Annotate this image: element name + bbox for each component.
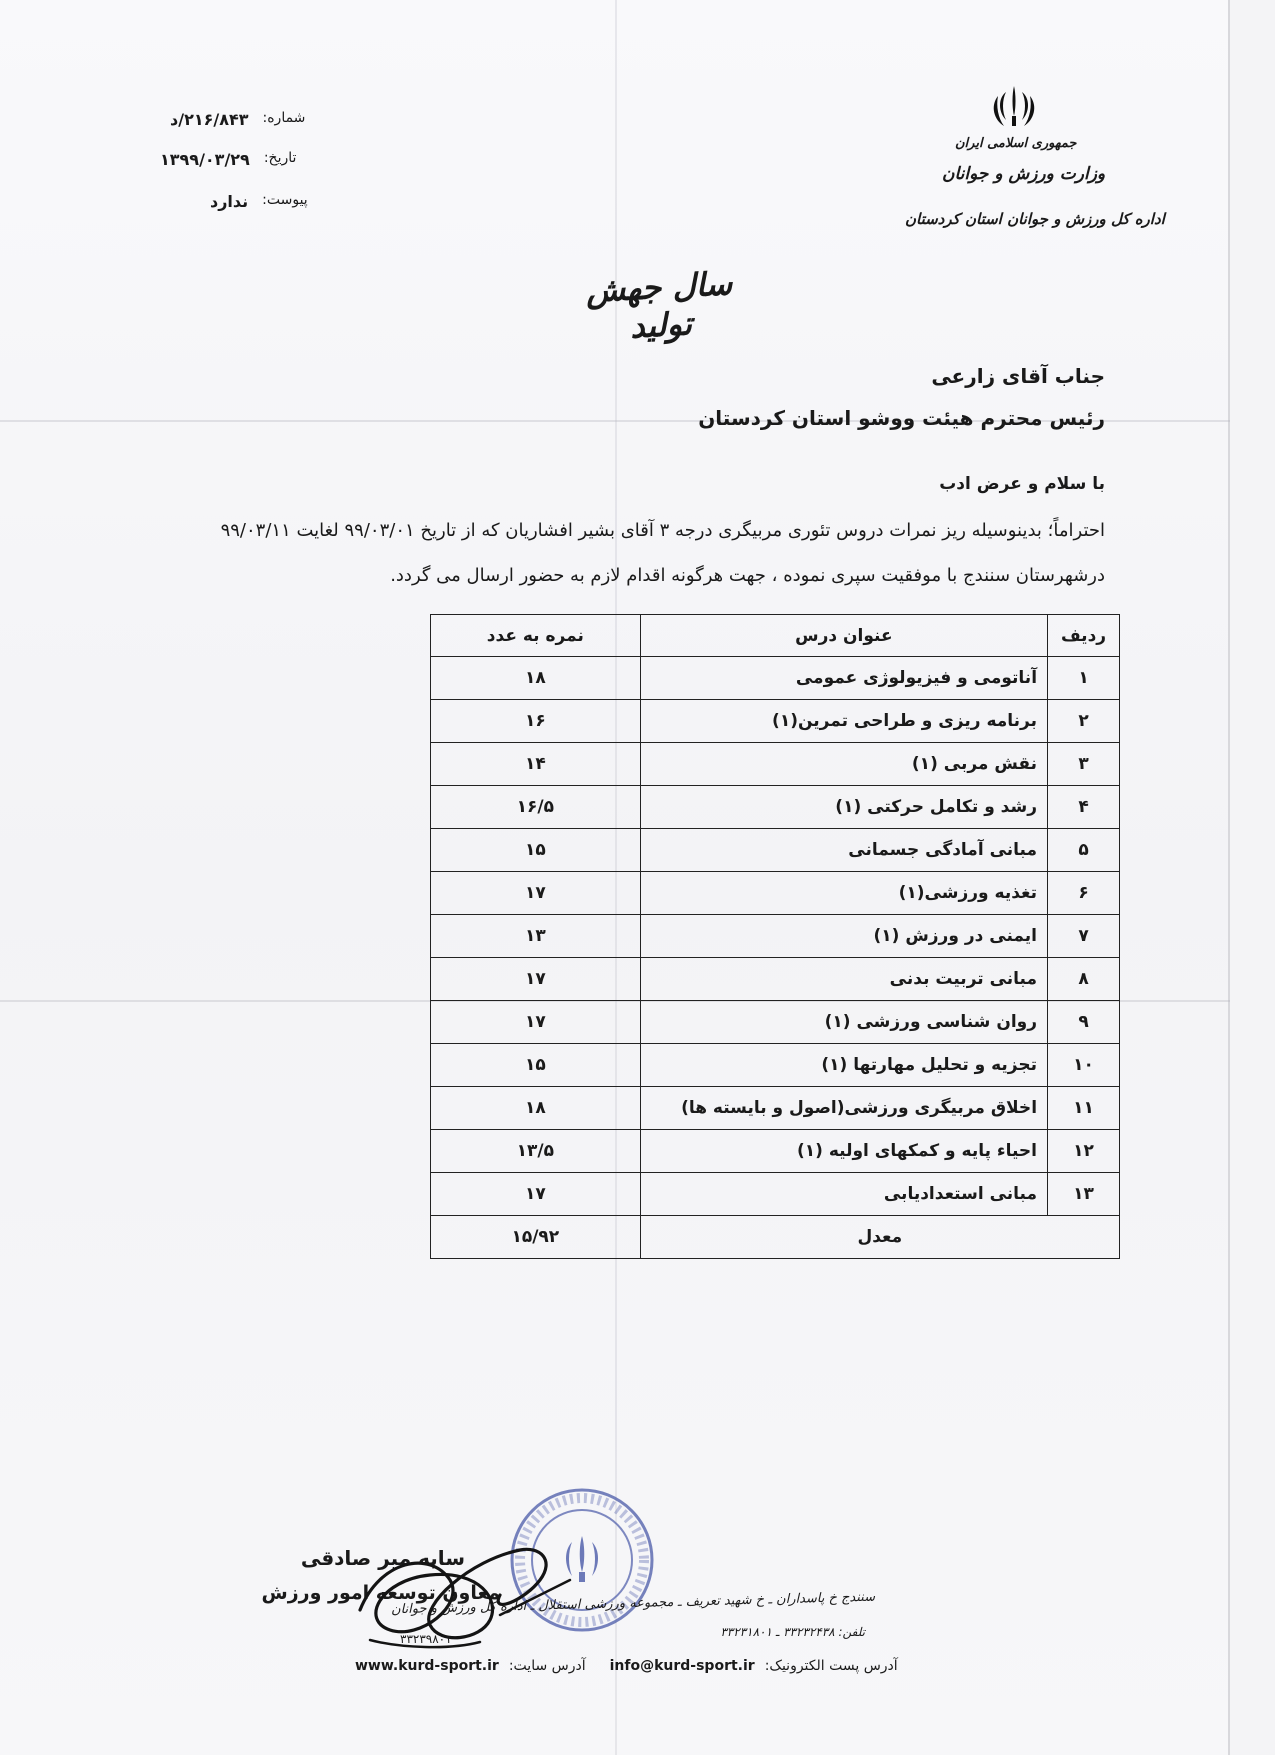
header-grade: نمره به عدد — [431, 615, 641, 657]
table-row: ۱۲ احیاء پایه و کمکهای اولیه (۱) ۱۳/۵ — [431, 1130, 1120, 1173]
greeting: با سلام و عرض ادب — [939, 474, 1105, 494]
table-row: ۱۳ مبانی استعدادیابی ۱۷ — [431, 1173, 1120, 1216]
table-row: ۷ ایمنی در ورزش (۱) ۱۳ — [431, 915, 1120, 958]
recipient-name: جناب آقای زارعی — [931, 364, 1105, 388]
letter-date: تاریخ: ۱۳۹۹/۰۳/۲۹ — [160, 150, 297, 169]
iran-emblem-icon — [990, 82, 1038, 132]
average-label: معدل — [640, 1216, 1119, 1259]
table-row: ۶ تغذیه ورزشی(۱) ۱۷ — [431, 872, 1120, 915]
email-link[interactable]: info@kurd-sport.ir — [609, 1658, 755, 1674]
table-average-row — [431, 1216, 1120, 1259]
header-row-number: ردیف — [1048, 615, 1120, 657]
handwritten-signature-icon — [340, 1520, 590, 1660]
header-course-title: عنوان درس — [640, 615, 1047, 657]
table-row: ۴ رشد و تکامل حرکتی (۱) ۱۶/۵ — [431, 786, 1120, 829]
table-row: ۱۰ تجزیه و تحلیل مهارتها (۱) ۱۵ — [431, 1044, 1120, 1087]
site-label: آدرس سایت: — [508, 1658, 586, 1674]
table-row: ۸ مبانی تربیت بدنی ۱۷ — [431, 958, 1120, 1001]
header-ministry: وزارت ورزش و جوانان — [942, 164, 1106, 184]
table-row: ۲ برنامه ریزی و طراحی تمرین(۱) ۱۶ — [431, 700, 1120, 743]
table-row: ۹ روان شناسی ورزشی (۱) ۱۷ — [431, 1001, 1120, 1044]
website-link[interactable]: www.kurd-sport.ir — [355, 1658, 499, 1674]
grades-table — [430, 614, 1120, 1259]
letter-body: احتراماً؛ بدینوسیله ریز نمرات دروس تئوری مربیگری درجه ۳ آقای بشیر افشاریان که از تاریخ ۹۹/۰۳/۰۱ لغایت ۹۹/۰۳/۱۱ درشهرستان سنندج با موفقیت سپری نموده ، جهت هرگونه اقدام لازم به حضور ارسال می گردد. — [220, 520, 1105, 586]
table-row: ۱۱ اخلاق مربیگری ورزشی(اصول و بایسته ها) ۱۸ — [431, 1087, 1120, 1130]
header-country: جمهوری اسلامی ایران — [955, 136, 1077, 151]
recipient-position: رئیس محترم هیئت ووشو استان کردستان — [698, 406, 1105, 430]
signatory-title: معاون توسعه امور ورزش — [261, 1582, 500, 1604]
table-row: ۱ آناتومی و فیزیولوژی عمومی ۱۸ — [431, 657, 1120, 700]
table-row: ۳ نقش مربی (۱) ۱۴ — [431, 743, 1120, 786]
footer-contact — [355, 1658, 898, 1674]
header-department: اداره کل ورزش و جوانان استان کردستان — [905, 210, 1165, 228]
email-label: آدرس پست الکترونیک: — [764, 1658, 898, 1674]
signatory-name: سایه میر صادقی — [300, 1546, 465, 1570]
year-motto: سال جهش تولید — [584, 264, 734, 346]
footer-phone-small: ۳۳۲۳۹۸۰۱ — [400, 1632, 452, 1646]
table-row: ۵ مبانی آمادگی جسمانی ۱۵ — [431, 829, 1120, 872]
footer-phone: تلفن: ۳۳۲۳۲۴۳۸ ـ ۳۳۲۳۱۸۰۱ — [720, 1625, 865, 1639]
footer-address: سنندج خ پاسداران ـ خ شهید تعریف ـ مجموعه ورزشی استقلال ـ اداره کل ورزش و جوانان — [390, 1589, 876, 1618]
average-value: ۱۵/۹۲ — [431, 1216, 641, 1259]
letter-attachment: پیوست: ندارد — [210, 192, 308, 211]
letter-number: شماره: ۲۱۶/۸۴۳/د — [170, 110, 306, 129]
table-header-row — [431, 615, 1120, 657]
